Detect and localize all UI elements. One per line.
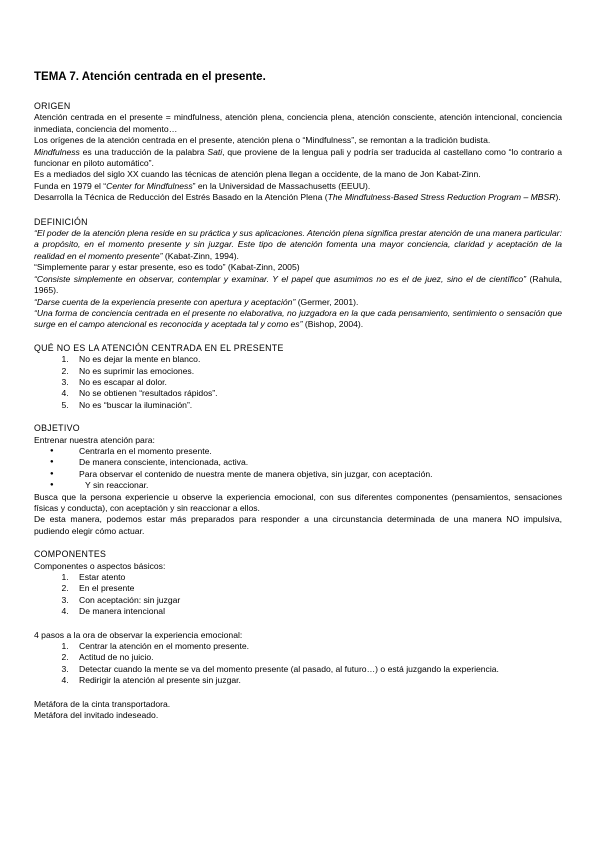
componentes-intro: Componentes o aspectos básicos:	[34, 560, 166, 571]
origen-paragraph-4: Es a mediados del siglo XX cuando las técnicas de atención plena llegan a occidente, de la mano de Jon Kabat-Zinn.	[34, 169, 481, 180]
origen-paragraph-6: Desarrolla la Técnica de Reducción del Estrés Basado en la Atención Plena (The Mindfulness-Based Stress Reduction Program – MBSR).	[34, 192, 561, 203]
origen-paragraph-1: Atención centrada en el presente = mindfulness, atención plena, conciencia plena, atención consciente, atención intencional, conciencia inmediata, conciencia del momento…	[34, 112, 562, 134]
objetivo-paragraph-1: Busca que la persona experiencie u observe la experiencia emocional, con sus diferentes componentes (pensamientos, sensaciones físicas y conducta), con aceptación y sin reaccionar a ellos.	[34, 491, 562, 513]
section-heading-objetivo: OBJETIVO	[34, 423, 80, 434]
list-item: 1. Centrar la atención en el momento presente.	[71, 641, 562, 652]
definition-quote-3: “Consiste simplemente en observar, contemplar y examinar. Y el papel que asumimos no es el de juez, sino el de científico” (Rahula, 1965).	[34, 273, 563, 296]
list-item: 5. No es “buscar la iluminación”.	[71, 400, 562, 411]
section-heading-definicion: DEFINICIÓN	[34, 216, 88, 227]
list-item: 4. Redirigir la atención al presente sin juzgar.	[71, 675, 562, 686]
list-item: 3. Detectar cuando la mente se va del momento presente (al pasado, al futuro…) o está juzgando la experiencia.	[71, 664, 562, 675]
origen-paragraph-3: Mindfulness es una traducción de la palabra Sati, que proviene de la lengua pali y podría ser traducida al castellano como “lo contrario a funcionar en piloto automático”.	[34, 146, 562, 169]
list-item: 1. Estar atento	[71, 572, 562, 583]
list-item: 3. Con aceptación: sin juzgar	[71, 595, 562, 606]
list-item: 1. No es dejar la mente en blanco.	[71, 354, 562, 365]
section-heading-componentes: COMPONENTES	[34, 549, 107, 560]
page-title: TEMA 7. Atención centrada en el presente.	[34, 71, 266, 83]
definition-quote-5: “Una forma de conciencia centrada en el presente no elaborativa, no juzgadora en la que cada pensamiento, sentimiento o sensación que surge en el campo atencional es reconocida y aceptada tal y como es” (Bishop, 2004).	[34, 307, 562, 330]
mindfulness-term: Mindfulness	[34, 146, 80, 157]
list-item: 2. No es suprimir las emociones.	[71, 366, 562, 377]
list-item: 3. No es escapar al dolor.	[71, 377, 562, 388]
componentes-list	[34, 572, 562, 618]
list-item: 2. En el presente	[71, 583, 562, 594]
definition-quote-4: “Darse cuenta de la experiencia presente con apertura y aceptación” (Germer, 2001).	[34, 296, 359, 307]
list-item: 2. Actitud de no juicio.	[71, 652, 562, 663]
metafora-invitado: Metáfora del invitado indeseado.	[34, 710, 159, 721]
list-item: 4. De manera intencional	[71, 606, 562, 617]
objetivo-intro: Entrenar nuestra atención para:	[34, 434, 155, 445]
list-item: 4. No se obtienen “resultados rápidos”.	[71, 388, 562, 399]
pasos-list	[34, 641, 562, 687]
que-no-es-list	[34, 354, 562, 411]
origen-paragraph-2: Los orígenes de la atención centrada en el presente, atención plena o “Mindfulness”, se remontan a la tradición budista.	[34, 135, 491, 146]
definition-quote-2: “Simplemente parar y estar presente, eso es todo” (Kabat-Zinn, 2005)	[34, 262, 300, 273]
list-item: ● De manera consciente, intencionada, activa.	[71, 457, 562, 468]
list-item: ● Centrarla en el momento presente.	[71, 446, 562, 457]
definition-quote-1: “El poder de la atención plena reside en su práctica y sus aplicaciones. Atención plena significa prestar atención de una manera particular: a propósito, en el momento presente y sin juzgar. Este tipo de atención fomenta una mayor conciencia, claridad y aceptación de la realidad en el momento presente” (Kabat-Zinn, 1994).	[34, 228, 562, 261]
section-heading-origen: ORIGEN	[34, 101, 71, 111]
document-content	[34, 70, 562, 722]
list-item: ● Y sin reaccionar.	[71, 480, 562, 491]
pasos-intro: 4 pasos a la ora de observar la experiencia emocional:	[34, 629, 243, 640]
metafora-cinta: Metáfora de la cinta transportadora.	[34, 698, 171, 709]
section-heading-que-no-es: QUÉ NO ES LA ATENCIÓN CENTRADA EN EL PRESENTE	[34, 342, 284, 353]
origen-paragraph-5: Funda en 1979 el “Center for Mindfulness” en la Universidad de Massachusetts (EEUU).	[34, 180, 371, 191]
list-item: ● Para observar el contenido de nuestra mente de manera objetiva, sin juzgar, con aceptación.	[71, 469, 562, 480]
objetivo-paragraph-2: De esta manera, podemos estar más preparados para responder a una circunstancia determinada de una manera NO impulsiva, pudiendo elegir cómo actuar.	[34, 514, 562, 536]
objetivo-list	[34, 446, 562, 492]
sati-term: Sati	[207, 146, 223, 157]
